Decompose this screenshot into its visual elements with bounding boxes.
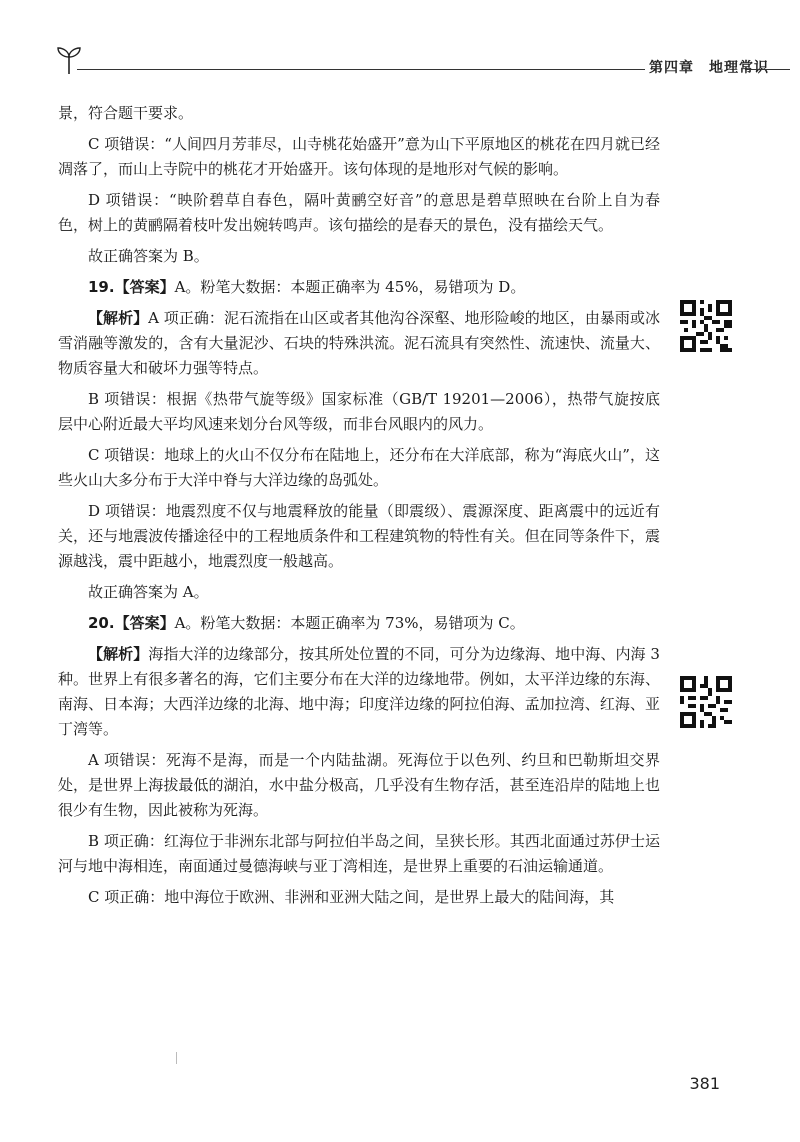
answer-label: 20.【答案】 (88, 614, 175, 632)
paragraph: 故正确答案为 A。 (88, 583, 209, 601)
paragraph: 故正确答案为 B。 (88, 247, 209, 265)
paragraph: B 项错误：根据《热带气旋等级》国家标准（GB/T 19201—2006），热带气旋按底层中心附近最大平均风速来划分台风等级，而非台风眼内的风力。 (58, 390, 660, 433)
analysis-20: 【解析】海指大洋的边缘部分，按其所处位置的不同，可分为边缘海、地中海、内海 3 种。世界上有很多著名的海，它们主要分布在大洋的边缘地带。例如，太平洋边缘的东海、南海、日本海；大西洋边缘的北海、地中海；印度洋边缘的阿拉伯海、孟加拉湾、红海、亚丁湾等。 (58, 645, 660, 738)
paragraph: A 项错误：死海不是海，而是一个内陆盐湖。死海位于以色列、约旦和巴勒斯坦交界处，是世界上海拔最低的湖泊，水中盐分极高，几乎没有生物存活，甚至连沿岸的陆地上也很少有生物，因此被称为死海。 (58, 751, 660, 819)
paragraph: D 项错误：地震烈度不仅与地震释放的能量（即震级）、震源深度、距离震中的远近有关，还与地震波传播途径中的工程地质条件和工程建筑物的特性有关。但在同等条件下，震源越浅，震中距越小，地震烈度一般越高。 (58, 502, 660, 570)
sprout-logo-icon (55, 44, 83, 76)
answer-19: 19.【答案】A。粉笔大数据：本题正确率为 45%，易错项为 D。 (88, 278, 526, 296)
header-rule-right (745, 69, 790, 70)
paragraph: C 项错误：地球上的火山不仅分布在陆地上，还分布在大洋底部，称为“海底火山”，这些火山大多分布于大洋中脊与大洋边缘的岛弧处。 (58, 446, 660, 489)
chapter-title: 第四章 地理常识 (649, 60, 769, 76)
header-rule-left (77, 69, 645, 70)
paragraph: C 项错误：“人间四月芳菲尽，山寺桃花始盛开”意为山下平原地区的桃花在四月就已经凋落了，而山上寺院中的桃花才开始盛开。该句体现的是地形对气候的影响。 (58, 135, 660, 178)
page-header (55, 40, 790, 80)
page-number: 381 (689, 1074, 720, 1093)
paragraph: D 项错误：“映阶碧草自春色，隔叶黄鹂空好音”的意思是碧草照映在台阶上自为春色，树上的黄鹂隔着枝叶发出婉转鸣声。该句描绘的是春天的景色，没有描绘天气。 (58, 191, 660, 234)
qr-code-icon[interactable] (680, 676, 732, 728)
paragraph: C 项正确：地中海位于欧洲、非洲和亚洲大陆之间，是世界上最大的陆间海，其 (88, 888, 615, 906)
paragraph: 景，符合题干要求。 (58, 104, 194, 122)
analysis-label: 【解析】 (88, 309, 149, 327)
answer-label: 19.【答案】 (88, 278, 175, 296)
analysis-label: 【解析】 (88, 645, 149, 663)
analysis-19: 【解析】A 项正确：泥石流指在山区或者其他沟谷深壑、地形险峻的地区，由暴雨或冰雪消融等激发的，含有大量泥沙、石块的特殊洪流。泥石流具有突然性、流速快、流量大、物质容量大和破坏力强等特点。 (58, 309, 660, 377)
page-body (58, 101, 660, 916)
qr-code-icon[interactable] (680, 300, 732, 352)
answer-20: 20.【答案】A。粉笔大数据：本题正确率为 73%，易错项为 C。 (88, 614, 525, 632)
footer-mark (176, 1052, 177, 1064)
paragraph: B 项正确：红海位于非洲东北部与阿拉伯半岛之间，呈狭长形。其西北面通过苏伊士运河与地中海相连，南面通过曼德海峡与亚丁湾相连，是世界上重要的石油运输通道。 (58, 832, 660, 875)
